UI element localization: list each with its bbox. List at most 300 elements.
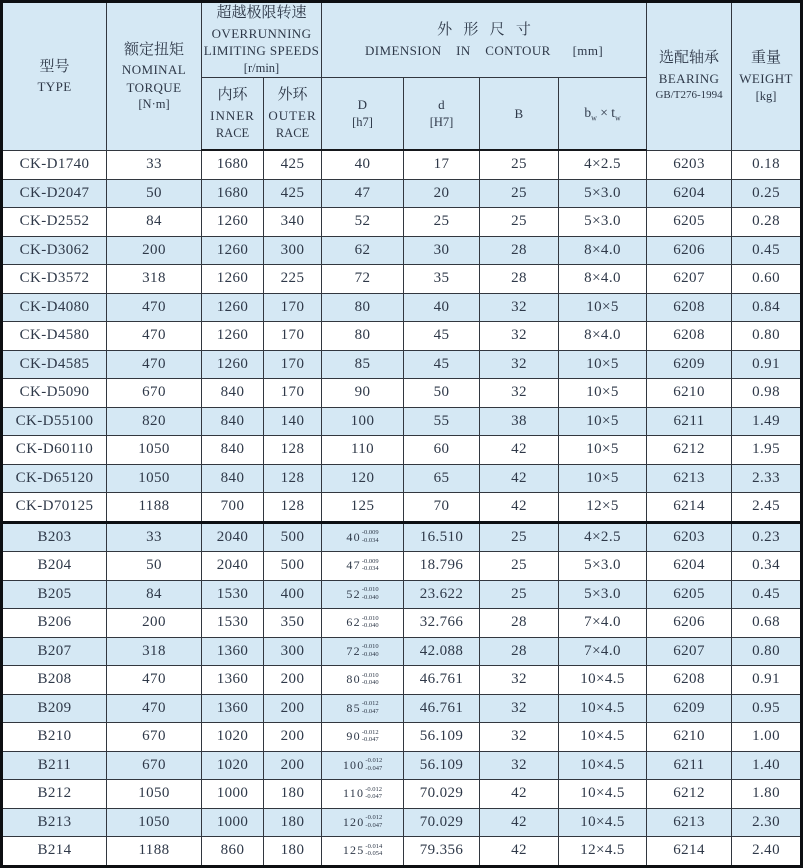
cell-outer-race-speed: 128 [264,493,322,523]
dimension-value: 52 [346,586,361,601]
cell-outer-diameter: 85 [322,350,404,379]
tolerance-upper: -0.009 [361,557,379,565]
cell-outer-diameter [322,609,404,638]
tolerance-stack [365,786,382,801]
cell-bearing-number: 6208 [647,293,732,322]
cell-inner-race-speed: 1020 [202,751,264,780]
cell-type: CK-D2047 [2,179,107,208]
header-torque: 额定扭矩 NOMINAL TORQUE [N·m] [107,2,202,151]
dimension-value: 120 [342,814,365,829]
cell-weight: 0.60 [732,265,802,294]
header-bearing-zh: 选配轴承 [659,49,720,66]
cell-outer-diameter: 90 [322,379,404,408]
cell-inner-race-speed: 1530 [202,609,264,638]
tolerance-stack [362,700,379,715]
tolerance-lower: -0.034 [361,565,379,573]
cell-nominal-torque: 84 [107,208,202,237]
tolerance-upper: -0.012 [365,785,382,793]
cell-weight: 0.45 [732,580,802,609]
cell-outer-race-speed: 200 [264,751,322,780]
cell-inner-race-speed: 1260 [202,293,264,322]
tolerance-lower: -0.034 [361,536,379,544]
cell-nominal-torque: 670 [107,379,202,408]
tolerance-lower: -0.047 [365,764,383,772]
cell-width: 42 [480,493,559,523]
cell-weight: 0.34 [732,552,802,581]
cell-outer-diameter: 110 [322,436,404,465]
cell-outer-race-speed: 170 [264,293,322,322]
header-limiting-speeds: 超越极限转速 OVERRUNNING LIMITING SPEEDS [r/min] [202,2,322,78]
cell-outer-diameter: 52 [322,208,404,237]
header-col-d: d [H7] [404,77,480,150]
cell-width: 32 [480,293,559,322]
cell-nominal-torque: 200 [107,609,202,638]
cell-weight: 2.30 [732,808,802,837]
cell-outer-diameter [322,751,404,780]
cell-width: 38 [480,407,559,436]
cell-bearing-number: 6210 [647,379,732,408]
cell-width: 25 [480,208,559,237]
cell-width: 32 [480,379,559,408]
cell-weight: 1.00 [732,723,802,752]
cell-outer-diameter: 80 [322,322,404,351]
cell-inner-race-speed: 1260 [202,322,264,351]
cell-outer-race-speed: 170 [264,379,322,408]
table-row [2,493,802,523]
cell-outer-diameter [322,723,404,752]
cell-bearing-number: 6212 [647,780,732,809]
tolerance-upper: -0.010 [361,586,379,594]
cell-bearing-number: 6213 [647,808,732,837]
cell-weight: 1.95 [732,436,802,465]
cell-bore-diameter: 50 [404,379,480,408]
cell-outer-race-speed: 500 [264,552,322,581]
cell-width: 42 [480,436,559,465]
header-bearing-standard: GB/T276-1994 [655,89,723,102]
cell-width: 42 [480,837,559,867]
cell-bearing-number: 6208 [647,666,732,695]
cell-width: 25 [480,150,559,179]
cell-weight: 0.25 [732,179,802,208]
tolerance-upper: -0.012 [361,700,379,708]
header-type [2,2,107,151]
cell-inner-race-speed: 840 [202,436,264,465]
tolerance-upper: -0.012 [361,728,379,736]
cell-outer-race-speed: 128 [264,464,322,493]
tolerance-upper: -0.010 [361,643,379,651]
table-row [2,780,802,809]
tolerance-lower: -0.040 [361,593,379,601]
table-row [2,580,802,609]
table-row [2,609,802,638]
cell-keyway: 12×5 [559,493,647,523]
cell-weight: 2.33 [732,464,802,493]
dimension-value: 47 [346,558,361,573]
cell-weight: 0.95 [732,694,802,723]
cell-bearing-number: 6208 [647,322,732,351]
tolerance-upper: -0.014 [365,842,383,850]
dimension-value: 100 [342,757,365,772]
table-row [2,379,802,408]
table-row [2,464,802,493]
cell-outer-diameter: 120 [322,464,404,493]
cell-width: 32 [480,723,559,752]
cell-bore-diameter: 42.088 [404,637,480,666]
cell-bore-diameter: 20 [404,179,480,208]
cell-inner-race-speed: 1260 [202,350,264,379]
tolerance-upper: -0.009 [361,529,379,537]
tolerance-upper: -0.010 [361,614,379,622]
table-row [2,179,802,208]
tolerance-stack [362,672,379,687]
cell-inner-race-speed: 1260 [202,236,264,265]
dimension-value: 90 [346,729,361,744]
cell-weight: 0.28 [732,208,802,237]
header-col-keyway [559,77,647,150]
cell-width: 32 [480,694,559,723]
cell-inner-race-speed: 1000 [202,808,264,837]
cell-keyway: 5×3.0 [559,179,647,208]
cell-bore-diameter: 70 [404,493,480,523]
dimension-value: 80 [346,672,361,687]
cell-width: 42 [480,808,559,837]
cell-inner-race-speed: 1680 [202,150,264,179]
cell-inner-race-speed: 1360 [202,637,264,666]
cell-bore-diameter: 46.761 [404,666,480,695]
cell-outer-race-speed: 180 [264,780,322,809]
cell-bearing-number: 6204 [647,179,732,208]
cell-keyway: 10×4.5 [559,694,647,723]
tolerance-stack [362,586,379,601]
header-bearing: 选配轴承 BEARING GB/T276-1994 [647,2,732,151]
cell-outer-diameter: 47 [322,179,404,208]
cell-type: B210 [2,723,107,752]
tolerance-stack [362,529,379,544]
cell-outer-diameter: 40 [322,150,404,179]
cell-inner-race-speed: 1360 [202,694,264,723]
cell-type: CK-D65120 [2,464,107,493]
table-row [2,522,802,552]
cell-type: CK-D60110 [2,436,107,465]
cell-outer-diameter [322,580,404,609]
dimension-value: 72 [346,643,361,658]
table-row [2,293,802,322]
header-type-en: TYPE [37,79,72,95]
cell-nominal-torque: 318 [107,265,202,294]
cell-bore-diameter: 16.510 [404,522,480,552]
cell-bearing-number: 6206 [647,236,732,265]
cell-bearing-number: 6214 [647,493,732,523]
cell-weight: 1.40 [732,751,802,780]
cell-type: B213 [2,808,107,837]
cell-outer-race-speed: 200 [264,666,322,695]
table-row [2,208,802,237]
tolerance-upper: -0.012 [365,814,383,822]
cell-keyway: 8×4.0 [559,236,647,265]
cell-bore-diameter: 32.766 [404,609,480,638]
cell-keyway: 10×4.5 [559,751,647,780]
cell-inner-race-speed: 860 [202,837,264,867]
cell-keyway: 7×4.0 [559,637,647,666]
cell-nominal-torque: 50 [107,179,202,208]
cell-outer-diameter [322,666,404,695]
header-torque-zh: 额定扭矩 [123,41,184,58]
cell-type: B203 [2,522,107,552]
cell-type: CK-D1740 [2,150,107,179]
cell-weight: 0.80 [732,322,802,351]
cell-bearing-number: 6214 [647,837,732,867]
header-weight: 重量 WEIGHT [kg] [732,2,802,151]
cell-width: 32 [480,666,559,695]
cell-nominal-torque: 470 [107,293,202,322]
keyway-symbol: $b_w \times t_w$ [584,105,621,123]
cell-nominal-torque: 470 [107,666,202,695]
dimension-value: 62 [346,615,361,630]
header-speeds-zh: 超越极限转速 [216,5,307,21]
cell-nominal-torque: 84 [107,580,202,609]
cell-bore-diameter: 70.029 [404,808,480,837]
cell-bore-diameter: 56.109 [404,751,480,780]
tolerance-upper: -0.012 [365,757,383,765]
table-row [2,407,802,436]
cell-weight: 0.84 [732,293,802,322]
cell-inner-race-speed: 1680 [202,179,264,208]
table-row [2,837,802,867]
cell-weight: 0.91 [732,666,802,695]
cell-width: 28 [480,637,559,666]
tolerance-stack [362,729,379,744]
cell-bearing-number: 6213 [647,464,732,493]
cell-bearing-number: 6211 [647,751,732,780]
cell-nominal-torque: 50 [107,552,202,581]
cell-weight: 0.68 [732,609,802,638]
cell-bore-diameter: 79.356 [404,837,480,867]
cell-type: B214 [2,837,107,867]
cell-outer-race-speed: 400 [264,580,322,609]
cell-keyway: 4×2.5 [559,150,647,179]
cell-nominal-torque: 470 [107,350,202,379]
cell-outer-race-speed: 180 [264,837,322,867]
cell-width: 28 [480,265,559,294]
cell-bore-diameter: 55 [404,407,480,436]
cell-nominal-torque: 1050 [107,436,202,465]
tolerance-lower: -0.047 [361,736,379,744]
cell-bearing-number: 6211 [647,407,732,436]
cell-bore-diameter: 35 [404,265,480,294]
cell-inner-race-speed: 2040 [202,552,264,581]
cell-nominal-torque: 1188 [107,493,202,523]
cell-inner-race-speed: 700 [202,493,264,523]
cell-nominal-torque: 1050 [107,464,202,493]
cell-bearing-number: 6212 [647,436,732,465]
cell-bearing-number: 6207 [647,637,732,666]
cell-weight: 0.18 [732,150,802,179]
table-row [2,552,802,581]
cell-outer-race-speed: 225 [264,265,322,294]
cell-keyway: 10×5 [559,350,647,379]
dimension-value: 85 [346,700,361,715]
cell-width: 42 [480,464,559,493]
cell-width: 28 [480,236,559,265]
table-row [2,436,802,465]
cell-keyway: 12×4.5 [559,837,647,867]
cell-type: B208 [2,666,107,695]
cell-outer-race-speed: 140 [264,407,322,436]
cell-outer-race-speed: 340 [264,208,322,237]
cell-bearing-number: 6207 [647,265,732,294]
cell-bearing-number: 6203 [647,150,732,179]
table-header [2,2,802,151]
cell-keyway: 10×5 [559,293,647,322]
table-row [2,322,802,351]
cell-bearing-number: 6203 [647,522,732,552]
tolerance-stack [365,843,382,858]
cell-type: B206 [2,609,107,638]
cell-type: B205 [2,580,107,609]
cell-nominal-torque: 820 [107,407,202,436]
cell-bore-diameter: 65 [404,464,480,493]
cell-type: CK-D5090 [2,379,107,408]
cell-nominal-torque: 33 [107,522,202,552]
cell-weight: 0.80 [732,637,802,666]
cell-weight: 2.40 [732,837,802,867]
cell-weight: 0.45 [732,236,802,265]
cell-weight: 1.49 [732,407,802,436]
cell-keyway: 10×5 [559,436,647,465]
header-dimension-en: DIMENSION IN CONTOUR [mm] [365,42,604,58]
cell-keyway: 7×4.0 [559,609,647,638]
tolerance-upper: -0.010 [361,671,379,679]
cell-bore-diameter: 56.109 [404,723,480,752]
header-inner-race: 内环 INNER RACE [202,77,264,150]
tolerance-lower: -0.047 [365,821,383,829]
cell-weight: 1.80 [732,780,802,809]
cell-bore-diameter: 17 [404,150,480,179]
cell-outer-diameter: 72 [322,265,404,294]
cell-bearing-number: 6205 [647,208,732,237]
cell-bearing-number: 6209 [647,694,732,723]
cell-outer-race-speed: 500 [264,522,322,552]
cell-inner-race-speed: 1260 [202,208,264,237]
tolerance-lower: -0.040 [361,622,379,630]
tolerance-stack [362,643,379,658]
table-row [2,265,802,294]
cell-keyway: 10×5 [559,464,647,493]
cell-keyway: 5×3.0 [559,580,647,609]
cell-nominal-torque: 33 [107,150,202,179]
cell-nominal-torque: 670 [107,751,202,780]
cell-weight: 2.45 [732,493,802,523]
cell-bore-diameter: 40 [404,293,480,322]
cell-outer-diameter: 100 [322,407,404,436]
cell-keyway: 10×4.5 [559,723,647,752]
cell-type: B212 [2,780,107,809]
cell-width: 28 [480,609,559,638]
cell-inner-race-speed: 1360 [202,666,264,695]
cell-bearing-number: 6204 [647,552,732,581]
cell-type: CK-D4080 [2,293,107,322]
cell-nominal-torque: 470 [107,694,202,723]
tolerance-lower: -0.040 [361,650,379,658]
cell-outer-diameter [322,837,404,867]
cell-type: B211 [2,751,107,780]
cell-keyway: 8×4.0 [559,265,647,294]
cell-keyway: 10×4.5 [559,808,647,837]
cell-inner-race-speed: 1000 [202,780,264,809]
cell-outer-race-speed: 200 [264,694,322,723]
cell-type: B204 [2,552,107,581]
cell-type: CK-D4580 [2,322,107,351]
tolerance-stack [365,757,382,772]
cell-nominal-torque: 1188 [107,837,202,867]
tolerance-lower: -0.054 [365,850,383,858]
cell-width: 32 [480,322,559,351]
table-row [2,350,802,379]
cell-inner-race-speed: 1530 [202,580,264,609]
cell-bore-diameter: 30 [404,236,480,265]
cell-outer-race-speed: 300 [264,637,322,666]
cell-inner-race-speed: 2040 [202,522,264,552]
cell-keyway: 8×4.0 [559,322,647,351]
header-dimension [322,2,647,78]
cell-outer-diameter [322,522,404,552]
cell-weight: 0.23 [732,522,802,552]
cell-bearing-number: 6205 [647,580,732,609]
cell-inner-race-speed: 840 [202,379,264,408]
cell-outer-diameter: 80 [322,293,404,322]
cell-type: B207 [2,637,107,666]
cell-width: 25 [480,580,559,609]
table-row [2,637,802,666]
cell-keyway: 5×3.0 [559,552,647,581]
cell-outer-race-speed: 425 [264,179,322,208]
cell-inner-race-speed: 1260 [202,265,264,294]
tolerance-stack [365,814,382,829]
header-dimension-zh: 外 形 尺 寸 [437,22,531,39]
tolerance-stack [362,558,379,573]
cell-keyway: 10×4.5 [559,666,647,695]
cell-outer-race-speed: 180 [264,808,322,837]
cell-weight: 0.91 [732,350,802,379]
cell-bore-diameter: 18.796 [404,552,480,581]
cell-nominal-torque: 1050 [107,808,202,837]
header-col-B: B [480,77,559,150]
cell-nominal-torque: 318 [107,637,202,666]
header-outer-race: 外环 OUTER RACE [264,77,322,150]
cell-nominal-torque: 200 [107,236,202,265]
header-col-D: D [h7] [322,77,404,150]
cell-width: 42 [480,780,559,809]
cell-outer-diameter [322,808,404,837]
cell-bearing-number: 6209 [647,350,732,379]
cell-width: 32 [480,751,559,780]
table-row [2,150,802,179]
cell-type: CK-D2552 [2,208,107,237]
cell-type: CK-D55100 [2,407,107,436]
cell-keyway: 4×2.5 [559,522,647,552]
tolerance-lower: -0.047 [361,707,379,715]
cell-keyway: 10×5 [559,379,647,408]
cell-nominal-torque: 470 [107,322,202,351]
cell-outer-race-speed: 425 [264,150,322,179]
cell-bearing-number: 6206 [647,609,732,638]
dimension-value: 110 [343,786,365,801]
cell-outer-diameter: 125 [322,493,404,523]
tolerance-stack [362,615,379,630]
cell-outer-diameter [322,552,404,581]
cell-type: B209 [2,694,107,723]
cell-bore-diameter: 25 [404,208,480,237]
